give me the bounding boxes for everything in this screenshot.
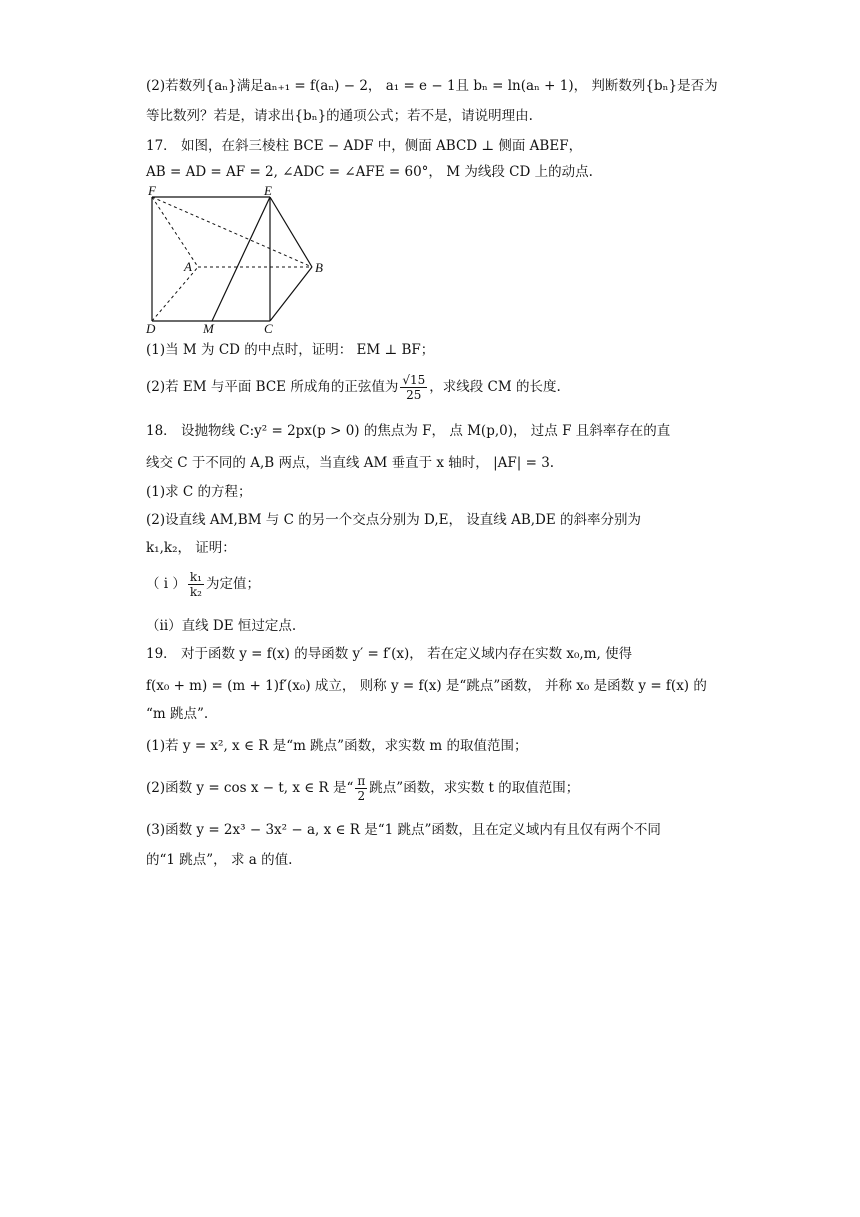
pi-half-denominator: 2 [357, 789, 366, 803]
k-ratio-denominator: k₂ [189, 585, 202, 599]
q19-part2-text-a: (2)函数 y = cos x − t, x ∈ R 是“ [146, 780, 354, 796]
q18-part2-line2: k₁,k₂， 证明： [146, 540, 236, 556]
q17-part2-text-a: (2)若 EM 与平面 BCE 所成角的正弦值为 [146, 379, 399, 395]
sine-denominator: 25 [406, 388, 422, 402]
q19-part2 [146, 774, 579, 803]
q18-part2-i [146, 570, 260, 599]
k-ratio-numerator: k₁ [189, 570, 202, 584]
label-F: F [148, 185, 156, 198]
q18-stem-line1: 18． 设抛物线 C:y² = 2px(p > 0) 的焦点为 F， 点 M(p,0)， 过点 F 且斜率存在的直 [146, 423, 671, 439]
label-D: D [146, 321, 156, 335]
q17-stem-line2: AB = AD = AF = 2, ∠ADC = ∠AFE = 60°， M 为线段 CD 上的动点. [146, 164, 593, 180]
prism-diagram [140, 185, 340, 335]
label-B: B [315, 260, 323, 275]
q16-part2-line1: (2)若数列{aₙ}满足aₙ₊₁ = f(aₙ) − 2， a₁ = e − 1且 bₙ = ln(aₙ + 1)， 判断数列{bₙ}是否为 [146, 78, 718, 94]
q17-part2 [146, 373, 561, 402]
q19-stem-line3: “m 跳点”. [146, 706, 209, 722]
label-M: M [203, 321, 214, 335]
q18-part2-i-label: （ i ） [146, 576, 186, 592]
q18-part2-ii: （ii）直线 DE 恒过定点. [146, 618, 297, 634]
q18-part2-i-text: 为定值； [206, 576, 260, 592]
q18-part2-line1: (2)设直线 AM,BM 与 C 的另一个交点分别为 D,E， 设直线 AB,DE 的斜率分别为 [146, 512, 642, 528]
q17-part2-text-b: ，求线段 CM 的长度. [429, 379, 561, 395]
k-ratio-fraction [188, 570, 204, 599]
q19-part2-text-b: 跳点”函数，求实数 t 的取值范围； [369, 780, 580, 796]
q19-part1: (1)若 y = x², x ∈ R 是“m 跳点”函数，求实数 m 的取值范围； [146, 738, 528, 754]
q19-part3-line1: (3)函数 y = 2x³ − 3x² − a, x ∈ R 是“1 跳点”函数，且在定义域内有且仅有两个不同 [146, 822, 661, 838]
q19-stem-line2: f(x₀ + m) = (m + 1)f′(x₀) 成立， 则称 y = f(x) 是“跳点”函数， 并称 x₀ 是函数 y = f(x) 的 [146, 678, 707, 694]
q16-part2-line2: 等比数列？若是，请求出{bₙ}的通项公式；若不是，请说明理由. [146, 108, 533, 124]
q19-part3-line2: 的“1 跳点”， 求 a 的值. [146, 852, 293, 868]
pi-half-numerator: π [357, 774, 366, 788]
q18-part1: (1)求 C 的方程； [146, 484, 252, 500]
q17-part1: (1)当 M 为 CD 的中点时，证明： EM ⊥ BF； [146, 342, 435, 358]
q18-stem-line2: 线交 C 于不同的 A,B 两点，当直线 AM 垂直于 x 轴时， |AF| = 3. [146, 455, 555, 471]
q19-stem-line1: 19． 对于函数 y = f(x) 的导函数 y′ = f′(x)， 若在定义域内存在实数 x₀,m, 使得 [146, 646, 633, 662]
label-E: E [264, 185, 272, 198]
pi-half-fraction [355, 774, 367, 803]
q17-stem-line1: 17． 如图，在斜三棱柱 BCE − ADF 中，侧面 ABCD ⊥ 侧面 ABEF， [146, 138, 583, 154]
sine-numerator: √15 [402, 373, 426, 387]
label-A: A [184, 259, 192, 274]
sine-fraction [400, 373, 427, 402]
label-C: C [264, 321, 273, 335]
prism-figure [140, 185, 340, 335]
